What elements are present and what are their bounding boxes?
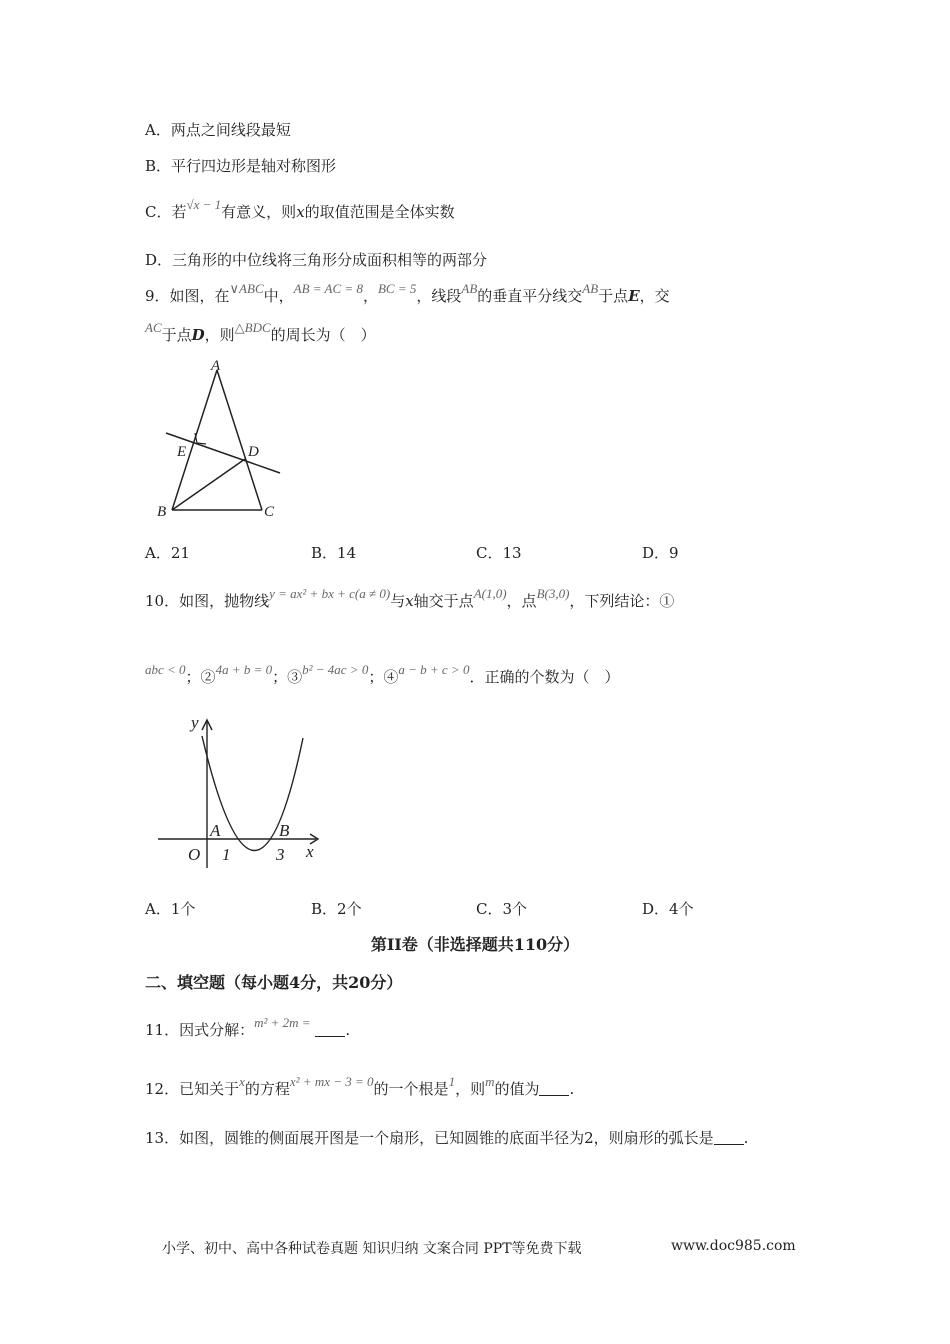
- q9-text: ，则: [204, 326, 235, 344]
- q9-text: 中，: [263, 287, 294, 305]
- point-label-b: B: [279, 821, 290, 840]
- q8-option-c-prefix: C．若: [145, 203, 187, 221]
- math-conclusion-1: abc < 0: [145, 662, 186, 677]
- q9-text: ，: [362, 287, 378, 305]
- q9-option-b: B．14: [311, 544, 357, 562]
- q12-text: 的一个根是: [373, 1080, 449, 1098]
- point-e: E: [628, 287, 640, 305]
- q10-line1: [145, 586, 675, 611]
- q12: [145, 1074, 575, 1099]
- q8-option-a: A．两点之间线段最短: [145, 121, 291, 139]
- q10-option-b: B．2个: [311, 900, 362, 918]
- math-triangle-abc: ∨ABC: [229, 281, 264, 296]
- label-d: D: [248, 444, 259, 460]
- axis-label-x: x: [306, 842, 314, 861]
- q13: [145, 1127, 748, 1148]
- q10-option-a: A．1个: [145, 900, 196, 918]
- math-point-a: A(1,0): [473, 586, 507, 601]
- q12-text: 的值为: [494, 1080, 540, 1098]
- q10-option-c: C．3个: [476, 900, 528, 918]
- point-d: D: [191, 326, 205, 344]
- q9-text: ，交: [639, 287, 670, 305]
- q10-text: ，下列结论：①: [569, 592, 675, 610]
- math-conclusion-2: 4a + b = 0: [215, 662, 273, 677]
- q8-option-c: [145, 197, 455, 222]
- q8-option-c-text1: 有意义，则: [221, 203, 297, 221]
- q9-text: 的周长为（ ）: [270, 326, 376, 344]
- math-conclusion-4: a − b + c > 0: [398, 662, 470, 677]
- origin-label: O: [188, 845, 201, 864]
- q9-line2: [145, 320, 376, 345]
- q9-triangle-figure: [150, 352, 290, 524]
- q12-text: ，则: [455, 1080, 486, 1098]
- q9-text: 的垂直平分线交: [477, 287, 583, 305]
- point-label-a: A: [210, 821, 221, 840]
- q10-option-d: D．4个: [642, 900, 694, 918]
- math-root-value: 1: [448, 1074, 456, 1089]
- label-e: E: [177, 444, 187, 460]
- q13-period: .: [743, 1129, 749, 1147]
- q10-text: 轴交于点: [413, 592, 474, 610]
- math-ac: AC: [145, 320, 162, 335]
- math-parabola: y = ax² + bx + c(a ≠ 0): [269, 586, 391, 601]
- variable-x: x: [405, 592, 414, 610]
- tick-label-3: 3: [276, 845, 285, 864]
- q10-text: ；④: [368, 668, 399, 686]
- q10-text: 与: [390, 592, 406, 610]
- answer-blank[interactable]: [539, 1081, 569, 1096]
- q10-text: ；②: [185, 668, 216, 686]
- q8-option-b: B．平行四边形是轴对称图形: [145, 157, 337, 175]
- q11: [145, 1015, 351, 1040]
- q12-text: 的方程: [244, 1080, 290, 1098]
- math-point-b: B(3,0): [536, 586, 570, 601]
- q10-text: 10．如图，抛物线: [145, 592, 270, 610]
- math-expression: m² + 2m =: [254, 1015, 311, 1030]
- sqrt-expression: √x − 1: [186, 197, 222, 212]
- q8-option-c-text2: 的取值范围是全体实数: [304, 203, 455, 221]
- section-2-title: 第II卷（非选择题共110分）: [370, 935, 580, 954]
- math-ab: AB: [582, 281, 599, 296]
- answer-blank[interactable]: [315, 1022, 345, 1037]
- math-ab: AB: [461, 281, 478, 296]
- answer-blank[interactable]: [714, 1130, 744, 1145]
- q11-text: 11．因式分解：: [145, 1021, 255, 1039]
- q10-text: ．正确的个数为（ ）: [469, 668, 620, 686]
- q10-text: ；③: [272, 668, 303, 686]
- q9-text: 9．如图，在: [145, 287, 230, 305]
- q12-period: .: [569, 1080, 575, 1098]
- q9-option-a: A．21: [145, 544, 190, 562]
- q10-text: ，点: [506, 592, 537, 610]
- label-a: A: [211, 358, 221, 374]
- q12-text: 12．已知关于: [145, 1080, 240, 1098]
- q9-option-d: D．9: [642, 544, 679, 562]
- q8-option-d: D．三角形的中位线将三角形分成面积相等的两部分: [145, 251, 488, 269]
- q9-option-c: C．13: [476, 544, 522, 562]
- q9-text: 于点: [598, 287, 629, 305]
- q10-line2: [145, 662, 620, 687]
- q10-parabola-figure: [150, 708, 330, 876]
- q9-line1: [145, 281, 670, 306]
- math-triangle-bdc: △BDC: [234, 320, 271, 335]
- fill-in-heading: 二、填空题（每小题4分，共20分）: [145, 973, 403, 992]
- label-b: B: [157, 504, 167, 520]
- math-variable-m: m: [485, 1074, 495, 1089]
- footer-text: 小学、初中、高中各种试卷真题 知识归纳 文案合同 PPT等免费下载: [162, 1241, 582, 1257]
- variable-x: x: [296, 203, 305, 221]
- axis-label-y: y: [191, 713, 199, 732]
- math-conclusion-3: b² − 4ac > 0: [302, 662, 369, 677]
- footer-website-link[interactable]: www.doc985.com: [671, 1238, 796, 1254]
- q13-text: 13．如图，圆锥的侧面展开图是一个扇形，已知圆锥的底面半径为2，则扇形的弧长是: [145, 1129, 714, 1147]
- q9-text: 于点: [161, 326, 192, 344]
- q9-text: ，线段: [416, 287, 462, 305]
- math-equation: x² + mx − 3 = 0: [289, 1074, 374, 1089]
- math-variable-x: x: [239, 1074, 245, 1089]
- tick-label-1: 1: [222, 845, 231, 864]
- q11-period: .: [345, 1021, 351, 1039]
- label-c: C: [264, 504, 275, 520]
- math-bc: BC = 5: [377, 281, 417, 296]
- math-ab-ac: AB = AC = 8: [293, 281, 363, 296]
